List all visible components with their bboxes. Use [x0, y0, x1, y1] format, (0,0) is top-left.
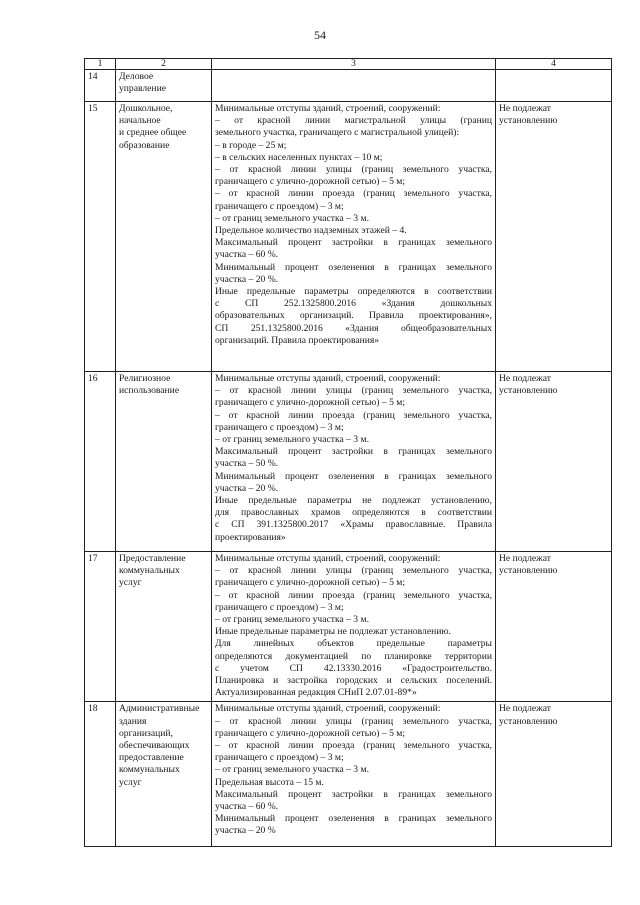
header-col-1: 1 — [85, 59, 116, 70]
parameters-description-line: проектирования» — [215, 531, 286, 543]
parameters-description-line: – от границ земельного участка – 3 м. — [215, 212, 369, 224]
parameters-description-line: – от красной линии проезда (границ земельного участка, — [215, 589, 492, 601]
parameters-description-line: с учетом СП 42.13330.2016 «Градостроительство. — [215, 662, 492, 674]
parameters-description-line: Предельная высота – 15 м. — [215, 776, 324, 788]
parameters-description-line: Минимальные отступы зданий, строений, сооружений: — [215, 103, 441, 114]
land-use-type — [116, 70, 212, 102]
parameters-description-line: граничащего с улично-дорожной сетью) – 5 м; — [215, 397, 405, 409]
limit-parameters — [496, 372, 612, 552]
limit-parameters-line: Не подлежат — [499, 103, 551, 114]
row-number: 16 — [85, 372, 116, 552]
parameters-description-line: Минимальный процент озеленения в границах земельного — [215, 470, 492, 482]
parameters-description-line: земельного участка, граничащего с магистральной улицей): — [215, 127, 460, 139]
land-use-type-line: коммунальных — [119, 565, 180, 577]
parameters-description-line: СП 251.1325800.2016 «Здания общеобразовательных — [215, 322, 492, 334]
land-use-type-line: Дошкольное, — [119, 103, 173, 114]
table-row — [85, 372, 612, 552]
table-row — [85, 102, 612, 372]
parameters-description-line: Максимальный процент застройки в границах земельного — [215, 237, 492, 249]
land-use-type-line: управление — [119, 83, 166, 95]
parameters-description-line: участка – 60 %. — [215, 801, 279, 813]
parameters-description — [212, 552, 496, 702]
parameters-description-line: – от красной линии магистральной улицы (границ — [215, 115, 492, 127]
land-use-type-line: Религиозное — [119, 373, 171, 384]
land-use-type-line: Деловое — [119, 71, 154, 82]
parameters-description-line: граничащего с улично-дорожной сетью) – 5 м; — [215, 727, 405, 739]
parameters-description-line: Планировка и застройка городских и сельских поселений. — [215, 675, 492, 687]
parameters-description-line: – от красной линии улицы (границ земельного участка, — [215, 565, 492, 577]
table-row — [85, 70, 612, 102]
parameters-description-line: граничащего с проездом) – 3 м; — [215, 200, 344, 212]
table-row — [85, 702, 612, 847]
parameters-description-line: участка – 60 %. — [215, 249, 279, 261]
header-col-2: 2 — [116, 59, 212, 70]
limit-parameters — [496, 552, 612, 702]
parameters-description-line: участка – 20 % — [215, 825, 276, 837]
parameters-description-line: – от красной линии проезда (границ земельного участка, — [215, 740, 492, 752]
land-use-type-line: коммунальных — [119, 764, 180, 776]
limit-parameters — [496, 70, 612, 102]
parameters-description-line: граничащего с улично-дорожной сетью) – 5 м; — [215, 176, 405, 188]
parameters-description-line: Максимальный процент застройки в границах земельного — [215, 788, 492, 800]
parameters-description-line: Минимальные отступы зданий, строений, сооружений: — [215, 373, 441, 384]
limit-parameters-line: установлению — [499, 115, 558, 127]
row-number: 15 — [85, 102, 116, 372]
parameters-description-line: – от красной линии улицы (границ земельного участка, — [215, 385, 492, 397]
limit-parameters-line: установлению — [499, 565, 558, 577]
parameters-description-line: с СП 391.1325800.2017 «Храмы православные. Правила — [215, 519, 492, 531]
parameters-description-line: Минимальный процент озеленения в границах земельного — [215, 261, 492, 273]
land-use-type — [116, 372, 212, 552]
land-use-type-line: услуг — [119, 776, 142, 788]
header-col-4: 4 — [496, 59, 612, 70]
zoning-parameters-table — [84, 58, 612, 847]
parameters-description-line: – в сельских населенных пунктах – 10 м; — [215, 151, 383, 163]
parameters-description-line: Минимальный процент озеленения в границах земельного — [215, 813, 492, 825]
row-number: 14 — [85, 70, 116, 102]
parameters-description-line: – от красной линии проезда (границ земельного участка, — [215, 188, 492, 200]
land-use-type-line: здания — [119, 715, 147, 727]
parameters-description-line: определяются документацией по планировке территории — [215, 650, 492, 662]
parameters-description-line: Иные предельные параметры определяются в соответствии — [215, 286, 492, 298]
limit-parameters-line: Не подлежат — [499, 553, 551, 564]
parameters-description-line: Иные предельные параметры не подлежат установлению, — [215, 495, 492, 507]
parameters-description-line: – от красной линии улицы (границ земельного участка, — [215, 715, 492, 727]
land-use-type-line: предоставление — [119, 752, 184, 764]
land-use-type-line: образование — [119, 139, 170, 151]
parameters-description — [212, 102, 496, 372]
limit-parameters-line: Не подлежат — [499, 703, 551, 715]
parameters-description-line: для православных храмов определяются в соответствии — [215, 507, 492, 519]
parameters-description-line: организаций. Правила проектирования» — [215, 334, 380, 346]
parameters-description-line: граничащего с проездом) – 3 м; — [215, 421, 344, 433]
parameters-description-line: Актуализированная редакция СНиП 2.07.01-89*» — [215, 687, 417, 699]
parameters-description-line: с СП 252.1325800.2016 «Здания дошкольных — [215, 298, 492, 310]
parameters-description-line: участка – 50 %. — [215, 458, 279, 470]
parameters-description-line: – от красной линии проезда (границ земельного участка, — [215, 409, 492, 421]
parameters-description-line: Максимальный процент застройки в границах земельного — [215, 446, 492, 458]
land-use-type — [116, 702, 212, 847]
parameters-description-line: – в городе – 25 м; — [215, 139, 287, 151]
parameters-description-line: граничащего с проездом) – 3 м; — [215, 752, 344, 764]
land-use-type-line: использование — [119, 385, 180, 397]
row-number: 17 — [85, 552, 116, 702]
parameters-description-line: граничащего с проездом) – 3 м; — [215, 601, 344, 613]
parameters-description — [212, 702, 496, 847]
parameters-description-line: Для линейных объектов предельные параметры — [215, 638, 492, 650]
limit-parameters-line: Не подлежат — [499, 373, 551, 384]
land-use-type — [116, 552, 212, 702]
parameters-description-line: образовательных организаций. Правила проектирования», — [215, 310, 492, 322]
parameters-description-line: участка – 20 %. — [215, 273, 279, 285]
land-use-type-line: и среднее общее — [119, 127, 187, 139]
row-number: 18 — [85, 702, 116, 847]
land-use-type — [116, 102, 212, 372]
table-header-row — [85, 59, 612, 70]
parameters-description-line: Иные предельные параметры не подлежат установлению. — [215, 626, 451, 638]
table-row — [85, 552, 612, 702]
parameters-description-line: – от границ земельного участка – 3 м. — [215, 614, 369, 626]
land-use-type-line: Административные — [119, 703, 200, 715]
parameters-description-line: участка – 20 %. — [215, 482, 279, 494]
parameters-description — [212, 372, 496, 552]
limit-parameters-line: установлению — [499, 715, 558, 727]
limit-parameters — [496, 702, 612, 847]
land-use-type-line: организаций, — [119, 727, 173, 739]
limit-parameters — [496, 102, 612, 372]
land-use-type-line: услуг — [119, 577, 142, 589]
land-use-type-line: обеспечивающих — [119, 740, 190, 752]
land-use-type-line: начальное — [119, 115, 161, 127]
parameters-description — [212, 70, 496, 102]
land-use-type-line: Предоставление — [119, 553, 186, 564]
header-col-3: 3 — [212, 59, 496, 70]
parameters-description-line: – от границ земельного участка – 3 м. — [215, 764, 369, 776]
parameters-description-line: Минимальные отступы зданий, строений, сооружений: — [215, 553, 441, 564]
parameters-description-line: Предельное количество надземных этажей – 4. — [215, 225, 407, 237]
page-number: 54 — [314, 28, 326, 42]
limit-parameters-line: установлению — [499, 385, 558, 397]
parameters-description-line: Минимальные отступы зданий, строений, сооружений: — [215, 703, 441, 715]
parameters-description-line: – от границ земельного участка – 3 м. — [215, 434, 369, 446]
parameters-description-line: – от красной линии улицы (границ земельного участка, — [215, 164, 492, 176]
parameters-description-line: граничащего с улично-дорожной сетью) – 5 м; — [215, 577, 405, 589]
